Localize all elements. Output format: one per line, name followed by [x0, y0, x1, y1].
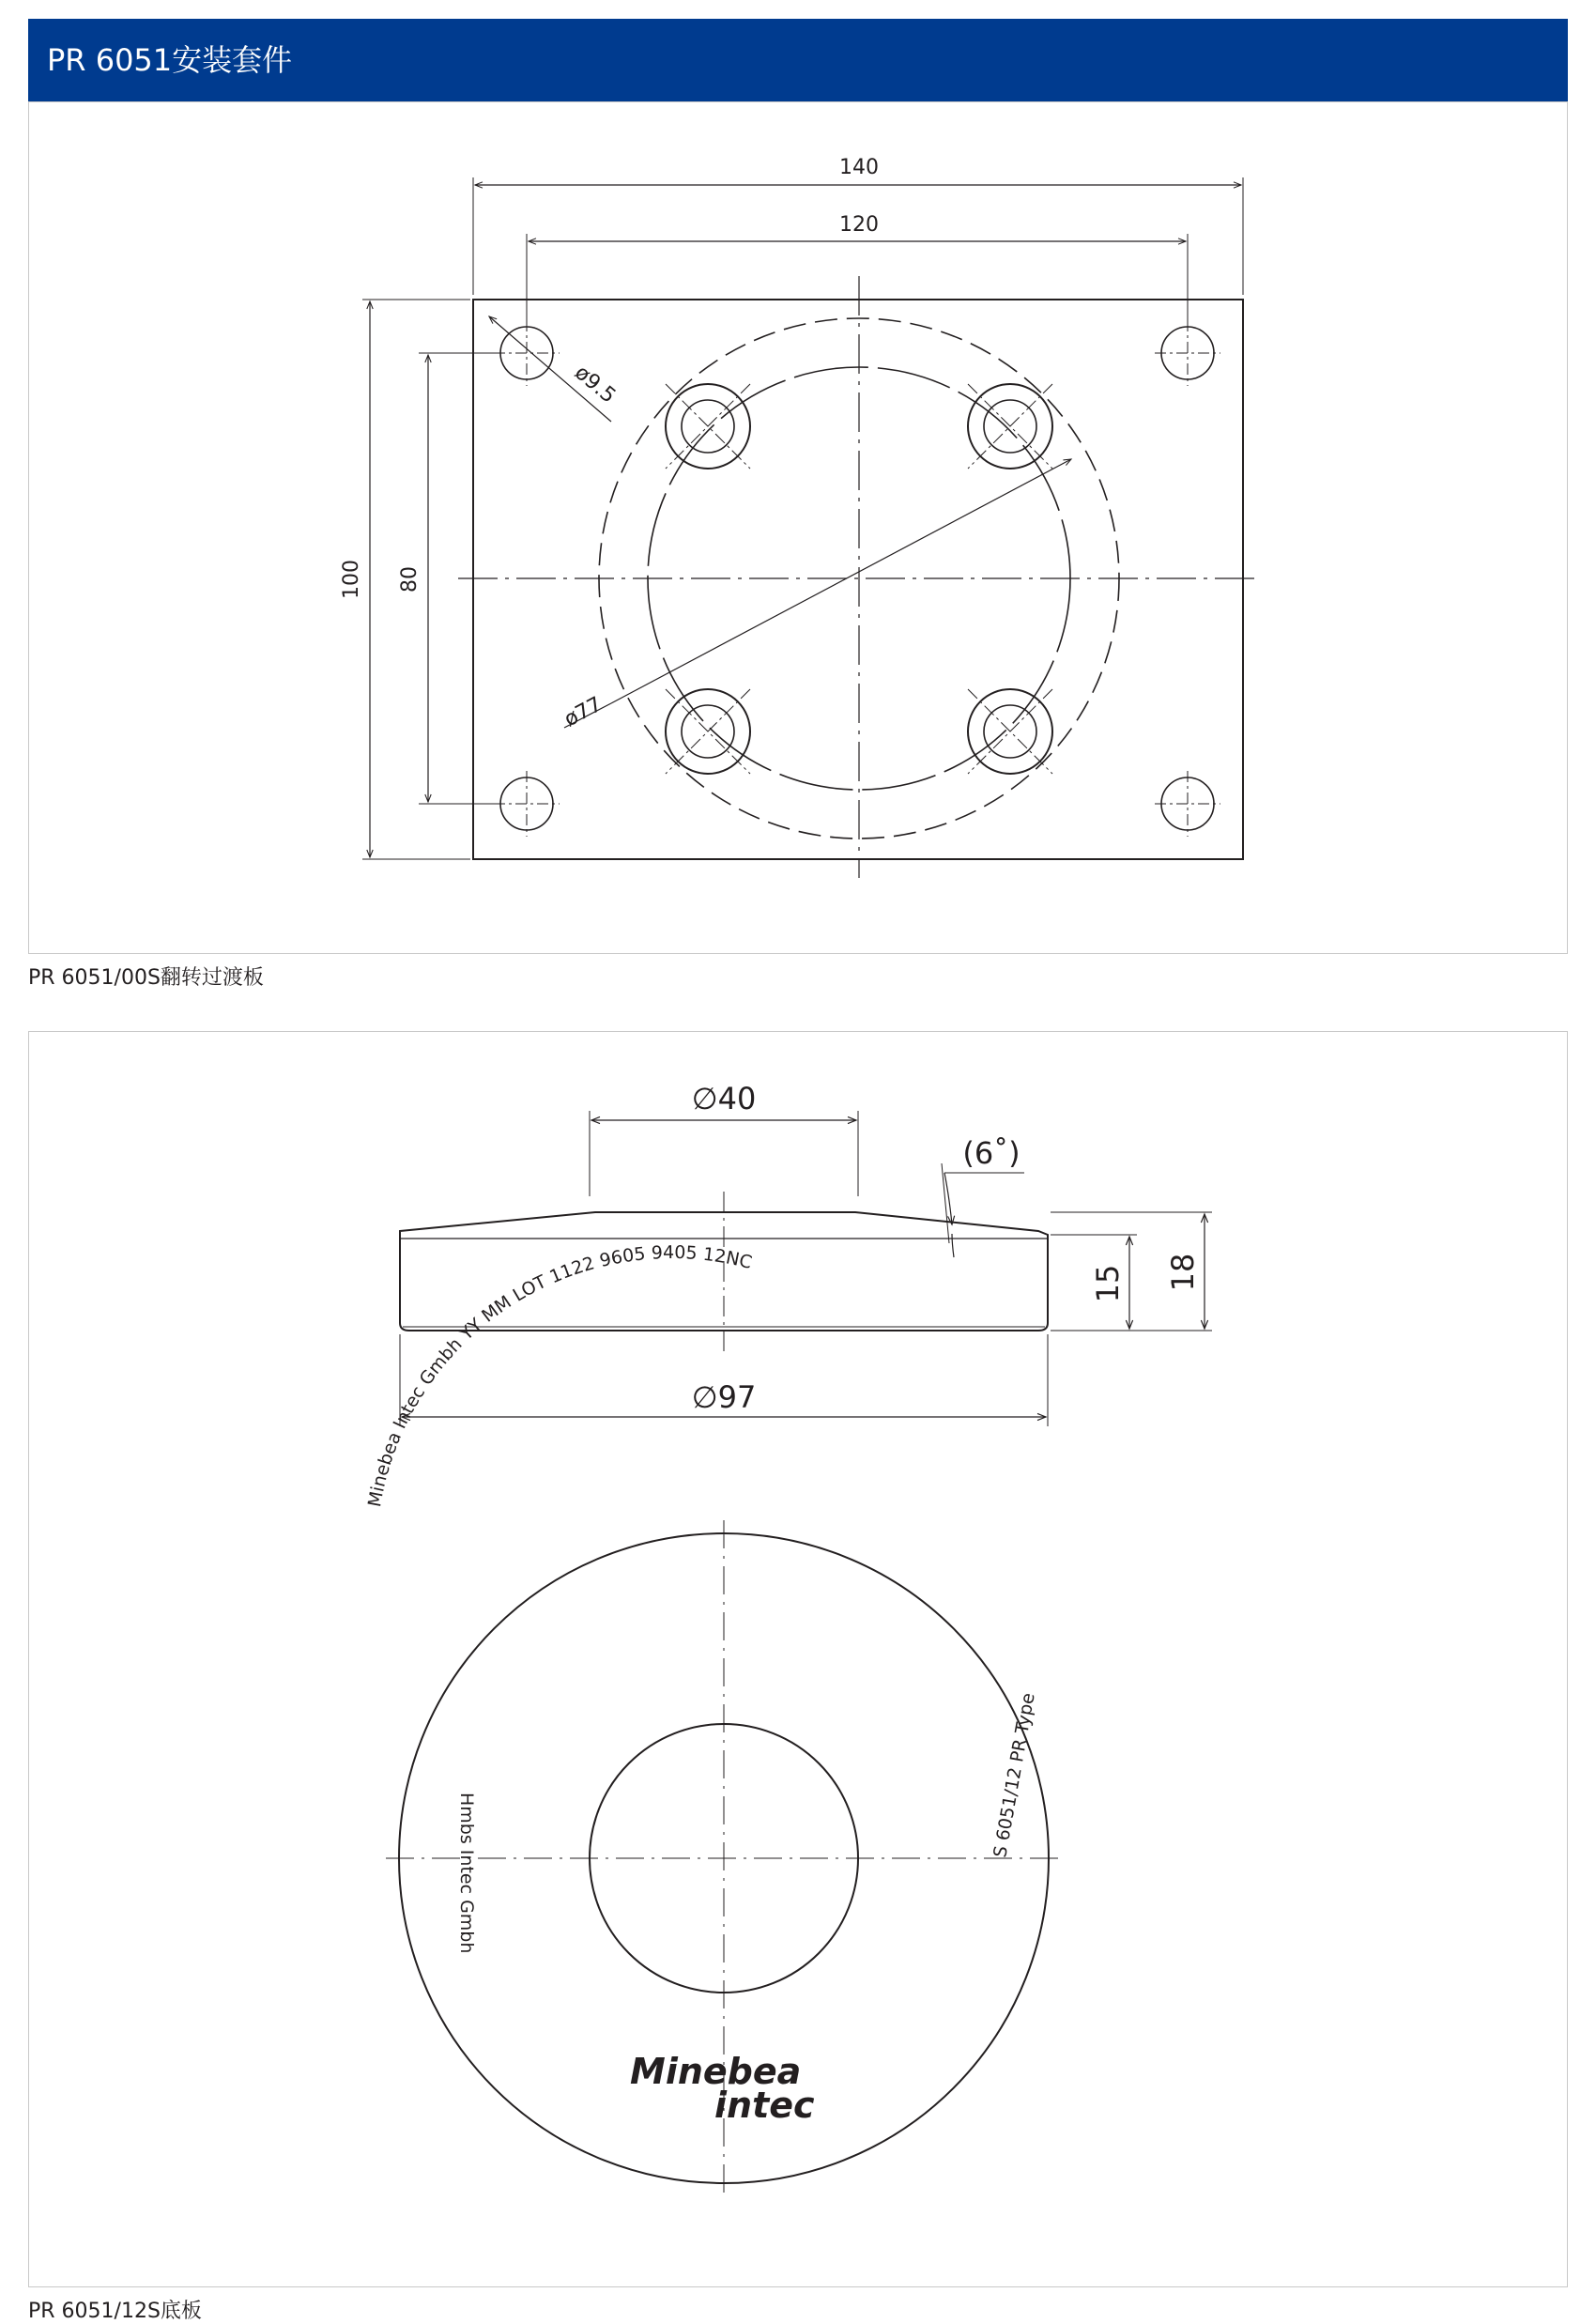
dim-label-15: 15: [1090, 1264, 1126, 1303]
counterbore-hole-tl: [666, 384, 750, 469]
caption-base: PR 6051/12S底板: [28, 2300, 202, 2323]
dim-label-80: 80: [398, 566, 422, 593]
logo-minebea: Minebea: [630, 2051, 802, 2092]
corner-hole-tl: [494, 320, 560, 386]
leader-circle-dia: [611, 459, 1071, 703]
dim-label-circle-dia: ø77: [560, 692, 606, 732]
page-title: PR 6051安装套件: [47, 42, 293, 78]
dim-label-hole-dia: ø9.5: [570, 361, 621, 408]
corner-hole-tr: [1155, 320, 1220, 386]
marking-right: S 6051/12 PR Type: [990, 1691, 1039, 1859]
dim-label-40: ∅40: [691, 1081, 757, 1116]
plate-drawing: [29, 102, 1567, 953]
page-header: [28, 19, 1568, 101]
counterbore-hole-bl: [666, 689, 750, 774]
logo-intec: intec: [714, 2085, 815, 2126]
dim-label-97: ∅97: [691, 1379, 757, 1415]
dim-label-100: 100: [340, 560, 363, 599]
corner-hole-br: [1155, 771, 1220, 837]
drawing-panel-plate: [28, 101, 1568, 954]
dim-label-18: 18: [1165, 1253, 1201, 1292]
dim-label-120: 120: [839, 213, 879, 237]
dim-label-angle: (6˚): [962, 1135, 1021, 1171]
caption-plate: PR 6051/00S翻转过渡板: [28, 966, 264, 990]
arc-marking-path: Minebea Intec Gmbh YY MM LOT 1122 9605 9405 12NC: [364, 1241, 755, 1509]
dim-label-140: 140: [839, 156, 879, 179]
counterbore-hole-br: [968, 689, 1052, 774]
marking-left: Hmbs Intec Gmbh: [456, 1793, 477, 1954]
arc-marking: [364, 1242, 754, 1509]
drawing-panel-base: [28, 1031, 1568, 2287]
base-drawing: [29, 1032, 1567, 2286]
counterbore-hole-tr: [968, 384, 1052, 469]
corner-hole-bl: [494, 771, 560, 837]
